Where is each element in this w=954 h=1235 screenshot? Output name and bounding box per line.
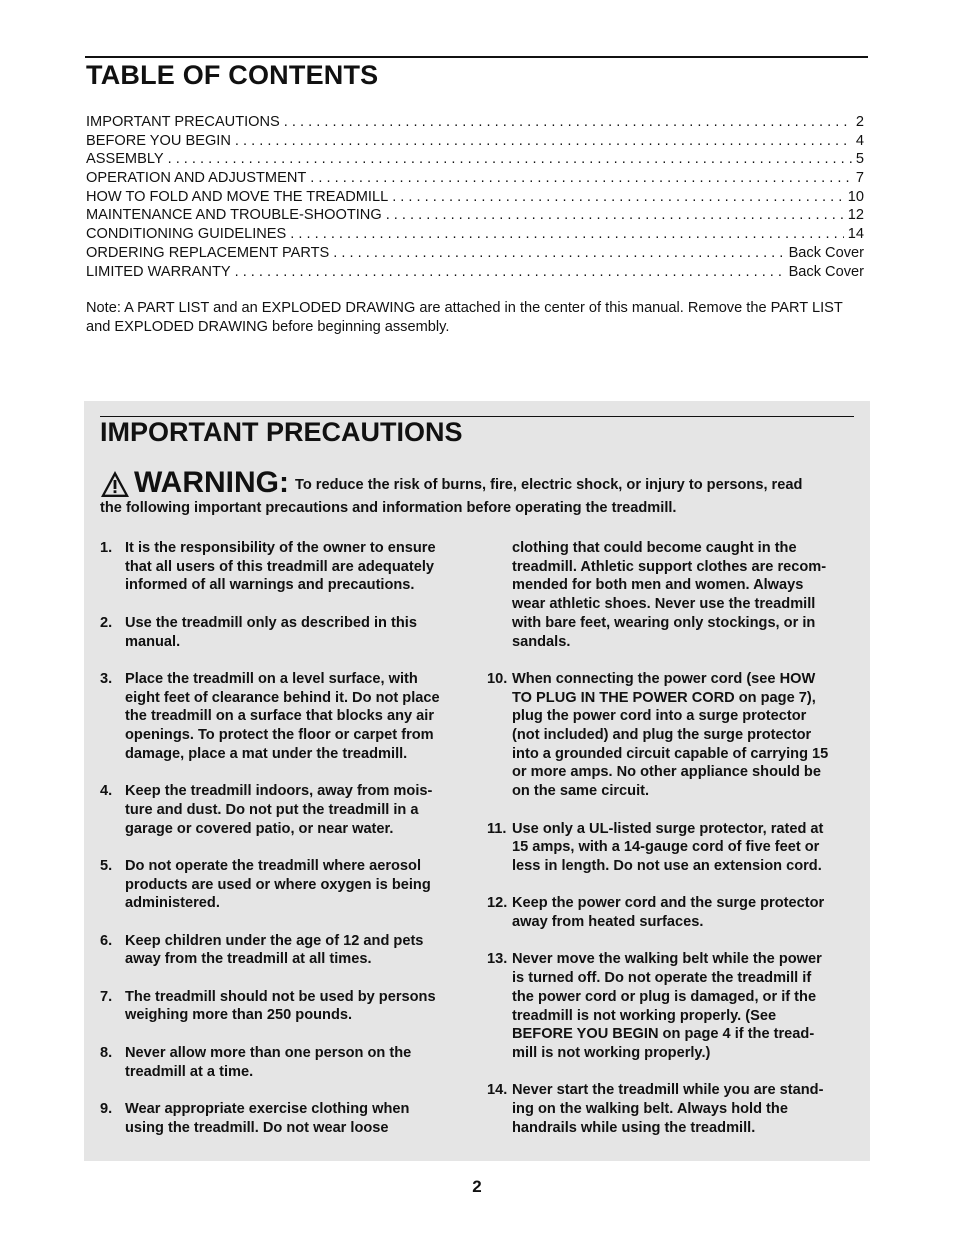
precaution-item <box>100 539 470 595</box>
toc-entry-page: Back Cover <box>788 244 864 261</box>
precaution-item <box>100 1044 470 1081</box>
toc-list <box>86 113 864 281</box>
precaution-text: Do not operate the treadmill where aerosol products are used or where oxygen is being administered. <box>125 857 431 912</box>
precaution-number: 3. <box>100 670 113 687</box>
precaution-text: When connecting the power cord (see HOW TO PLUG IN THE POWER CORD on page 7), plug the power cord into a surge protector (not included) and plug the surge protector into a grounded circuit capable of carrying 15 or more amps. No other appliance should be on the same circuit. <box>512 670 829 800</box>
precaution-number: 4. <box>100 783 113 800</box>
precaution-item <box>487 820 859 876</box>
toc-entry-label: ASSEMBLY <box>86 151 164 168</box>
precaution-item <box>100 932 470 969</box>
toc-entry-label: MAINTENANCE AND TROUBLE-SHOOTING <box>86 207 382 224</box>
toc-entry-label: LIMITED WARRANTY <box>86 263 231 280</box>
precaution-item <box>487 894 859 931</box>
toc-leader-dots <box>235 132 852 151</box>
toc-entry-page: 12 <box>847 207 864 224</box>
toc-entry-label: IMPORTANT PRECAUTIONS <box>86 114 280 130</box>
toc-entry-label: OPERATION AND ADJUSTMENT <box>86 170 307 187</box>
precaution-number: 10. <box>487 670 508 687</box>
precaution-text: Never move the walking belt while the power is turned off. Do not operate the treadmill if the power cord or plug is damaged, or if the treadmill is not working properly. (See BEFORE YOU BEGIN on page 4 if the tread- mill is not working properly.) <box>512 951 822 1061</box>
toc-entry <box>86 169 864 188</box>
precaution-item <box>100 857 470 913</box>
precaution-text: Wear appropriate exercise clothing when using the treadmill. Do not wear loose <box>125 1100 410 1136</box>
precaution-item <box>100 1100 470 1137</box>
toc-leader-dots <box>386 206 844 225</box>
precautions-title: IMPORTANT PRECAUTIONS <box>100 417 463 447</box>
toc-entry <box>86 150 864 169</box>
toc-entry-page: 4 <box>855 132 864 149</box>
toc-entry-label: CONDITIONING GUIDELINES <box>86 226 287 243</box>
warning-block <box>100 468 840 518</box>
precaution-text: Keep the power cord and the surge protector away from heated surfaces. <box>512 895 825 931</box>
toc-entry <box>86 244 864 263</box>
precaution-item <box>487 1081 859 1137</box>
precautions-right-column <box>487 539 859 1156</box>
precaution-number: 5. <box>100 857 113 874</box>
toc-entry-label: HOW TO FOLD AND MOVE THE TREADMILL <box>86 188 389 205</box>
toc-leader-dots <box>392 188 844 207</box>
warning-line-1 <box>100 468 840 498</box>
precaution-item <box>100 614 470 651</box>
warning-text-line-1: To reduce the risk of burns, fire, electric shock, or injury to persons, read <box>294 477 803 493</box>
toc-entry <box>86 188 864 207</box>
toc-leader-dots <box>290 225 843 244</box>
toc-entry-page: 5 <box>855 151 864 168</box>
warning-text-line-2: the following important precautions and information before operating the treadmill. <box>100 500 677 516</box>
toc-leader-dots <box>333 244 784 263</box>
precaution-item-continuation: clothing that could become caught in the treadmill. Athletic support clothes are recom- mended for both men and women. Always wear athletic shoes. Never use the treadmill with bare feet, wearing only stockings, or in sandals. <box>512 540 827 650</box>
toc-entry <box>86 263 864 282</box>
toc-leader-dots <box>168 150 852 169</box>
warning-triangle-icon <box>100 470 130 498</box>
precaution-text: Never start the treadmill while you are stand- ing on the walking belt. Always hold the handrails while using the treadmill. <box>512 1082 824 1136</box>
toc-entry-page: 2 <box>855 114 864 130</box>
precaution-number: 6. <box>100 932 113 949</box>
toc-leader-dots <box>284 113 852 132</box>
precautions-left-column <box>100 539 470 1156</box>
precaution-number: 9. <box>100 1100 113 1117</box>
precaution-number: 13. <box>487 951 508 968</box>
toc-entry <box>86 132 864 151</box>
precaution-item <box>100 782 470 838</box>
precaution-text: Never allow more than one person on the treadmill at a time. <box>125 1044 412 1080</box>
precaution-number: 14. <box>487 1082 508 1099</box>
precaution-item <box>487 950 859 1062</box>
precaution-number: 11. <box>487 820 507 837</box>
toc-entry <box>86 206 864 225</box>
precaution-number: 7. <box>100 988 113 1005</box>
precaution-text: Use only a UL-listed surge protector, rated at 15 amps, with a 14-gauge cord of five feet or less in length. Do not use an extension cord. <box>512 820 824 874</box>
toc-note: Note: A PART LIST and an EXPLODED DRAWING are attached in the center of this manual. Remove the PART LIST and EXPLODED DRAWING before beginning assembly. <box>86 300 843 335</box>
toc-entry-label: BEFORE YOU BEGIN <box>86 132 231 149</box>
precaution-text: Use the treadmill only as described in this manual. <box>125 614 417 650</box>
page-number: 2 <box>472 1177 482 1196</box>
toc-top-rule <box>85 56 868 58</box>
toc-leader-dots <box>310 169 852 188</box>
precaution-item <box>100 670 470 764</box>
toc-entry <box>86 113 864 132</box>
precaution-text: Place the treadmill on a level surface, with eight feet of clearance behind it. Do not place the treadmill on a surface that blocks any air openings. To protect the floor or carpet from damage, place a mat under the treadmill. <box>125 670 440 762</box>
precaution-number: 2. <box>100 614 113 631</box>
toc-title: TABLE OF CONTENTS <box>86 60 379 90</box>
warning-word: WARNING: <box>134 466 289 499</box>
precaution-item <box>100 988 470 1025</box>
precaution-text: It is the responsibility of the owner to ensure that all users of this treadmill are adequately informed of all warnings and precautions. <box>125 540 436 594</box>
precaution-number: 12. <box>487 895 508 912</box>
toc-entry-page: 7 <box>855 170 864 187</box>
precaution-text: The treadmill should not be used by persons weighing more than 250 pounds. <box>125 988 436 1024</box>
toc-entry <box>86 225 864 244</box>
precaution-text: Keep the treadmill indoors, away from mois- ture and dust. Do not put the treadmill in a garage or covered patio, or near water. <box>125 783 433 837</box>
toc-entry-page: 14 <box>847 226 864 243</box>
precaution-number: 8. <box>100 1044 113 1061</box>
toc-entry-page: 10 <box>847 188 864 205</box>
toc-leader-dots <box>235 263 785 282</box>
precaution-item <box>487 670 859 801</box>
precaution-number: 1. <box>100 540 113 556</box>
toc-entry-page: Back Cover <box>788 263 864 280</box>
precaution-text: Keep children under the age of 12 and pets away from the treadmill at all times. <box>125 932 424 968</box>
toc-entry-label: ORDERING REPLACEMENT PARTS <box>86 244 330 261</box>
